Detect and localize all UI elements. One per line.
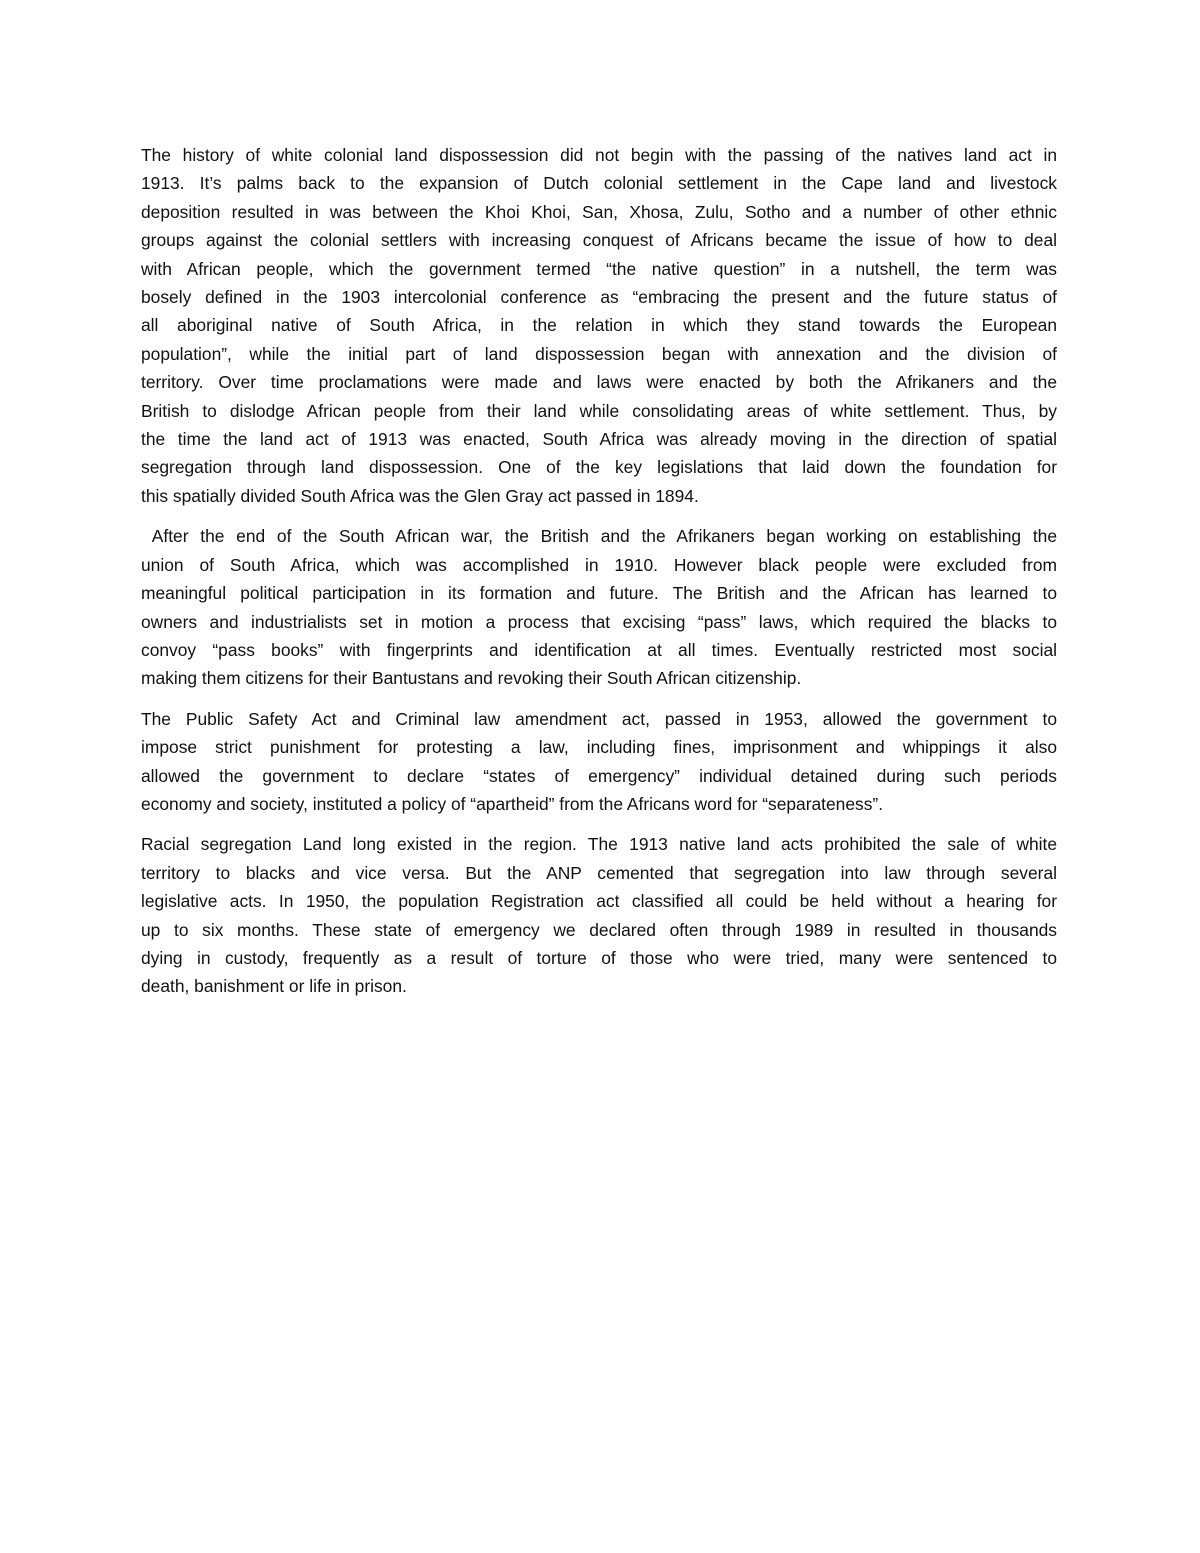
text-line: The Public Safety Act and Criminal law amendment act, passed in 1953, allowed the government to <box>141 708 1057 729</box>
text-line: groups against the colonial settlers with increasing conquest of Africans became the issue of how to deal <box>141 230 1057 251</box>
text-line: union of South Africa, which was accomplished in 1910. However black people were excluded from <box>141 554 1057 575</box>
text-line: impose strict punishment for protesting a law, including fines, imprisonment and whippings it also <box>141 737 1057 758</box>
text-line: death, banishment or life in prison. <box>141 976 407 997</box>
text-line: legislative acts. In 1950, the population Registration act classified all could be held without a hearing for <box>141 891 1057 912</box>
paragraph-1 <box>141 141 1057 510</box>
text-line: territory. Over time proclamations were made and laws were enacted by both the Afrikaners and the <box>141 372 1057 393</box>
text-line: population”, while the initial part of land dispossession began with annexation and the division of <box>141 343 1057 364</box>
text-line: owners and industrialists set in motion a process that excising “pass” laws, which required the blacks to <box>141 611 1057 632</box>
text-line: 1913. It’s palms back to the expansion of Dutch colonial settlement in the Cape land and livestock <box>141 173 1057 194</box>
text-line: territory to blacks and vice versa. But the ANP cemented that segregation into law through several <box>141 862 1057 883</box>
paragraph-2 <box>141 522 1057 692</box>
document-body <box>141 141 1057 1013</box>
text-line: up to six months. These state of emergency we declared often through 1989 in resulted in thousands <box>141 919 1057 940</box>
paragraph-4 <box>141 830 1057 1000</box>
text-line: convoy “pass books” with fingerprints and identification at all times. Eventually restricted most social <box>141 639 1057 660</box>
text-line: After the end of the South African war, the British and the Afrikaners began working on establishing the <box>141 526 1057 547</box>
text-line: deposition resulted in was between the Khoi Khoi, San, Xhosa, Zulu, Sotho and a number of other ethnic <box>141 201 1057 222</box>
paragraph-3 <box>141 705 1057 819</box>
text-line: this spatially divided South Africa was the Glen Gray act passed in 1894. <box>141 485 699 506</box>
text-line: making them citizens for their Bantustans and revoking their South African citizenship. <box>141 668 802 689</box>
text-line: with African people, which the government termed “the native question” in a nutshell, the term was <box>141 258 1057 279</box>
text-line: segregation through land dispossession. One of the key legislations that laid down the foundation for <box>141 457 1057 478</box>
text-line: British to dislodge African people from their land while consolidating areas of white settlement. Thus, by <box>141 400 1057 421</box>
text-line: bosely defined in the 1903 intercolonial conference as “embracing the present and the future status of <box>141 287 1057 308</box>
text-line: the time the land act of 1913 was enacted, South Africa was already moving in the direction of spatial <box>141 429 1057 450</box>
text-line: all aboriginal native of South Africa, in the relation in which they stand towards the European <box>141 315 1057 336</box>
text-line: Racial segregation Land long existed in the region. The 1913 native land acts prohibited the sale of white <box>141 834 1057 855</box>
text-line: meaningful political participation in its formation and future. The British and the African has learned to <box>141 583 1057 604</box>
text-line: dying in custody, frequently as a result of torture of those who were tried, many were sentenced to <box>141 947 1057 968</box>
text-line: economy and society, instituted a policy of “apartheid” from the Africans word for “separateness”. <box>141 793 884 814</box>
text-line: The history of white colonial land dispossession did not begin with the passing of the natives land act in <box>141 145 1057 165</box>
text-line: allowed the government to declare “states of emergency” individual detained during such periods <box>141 765 1057 786</box>
